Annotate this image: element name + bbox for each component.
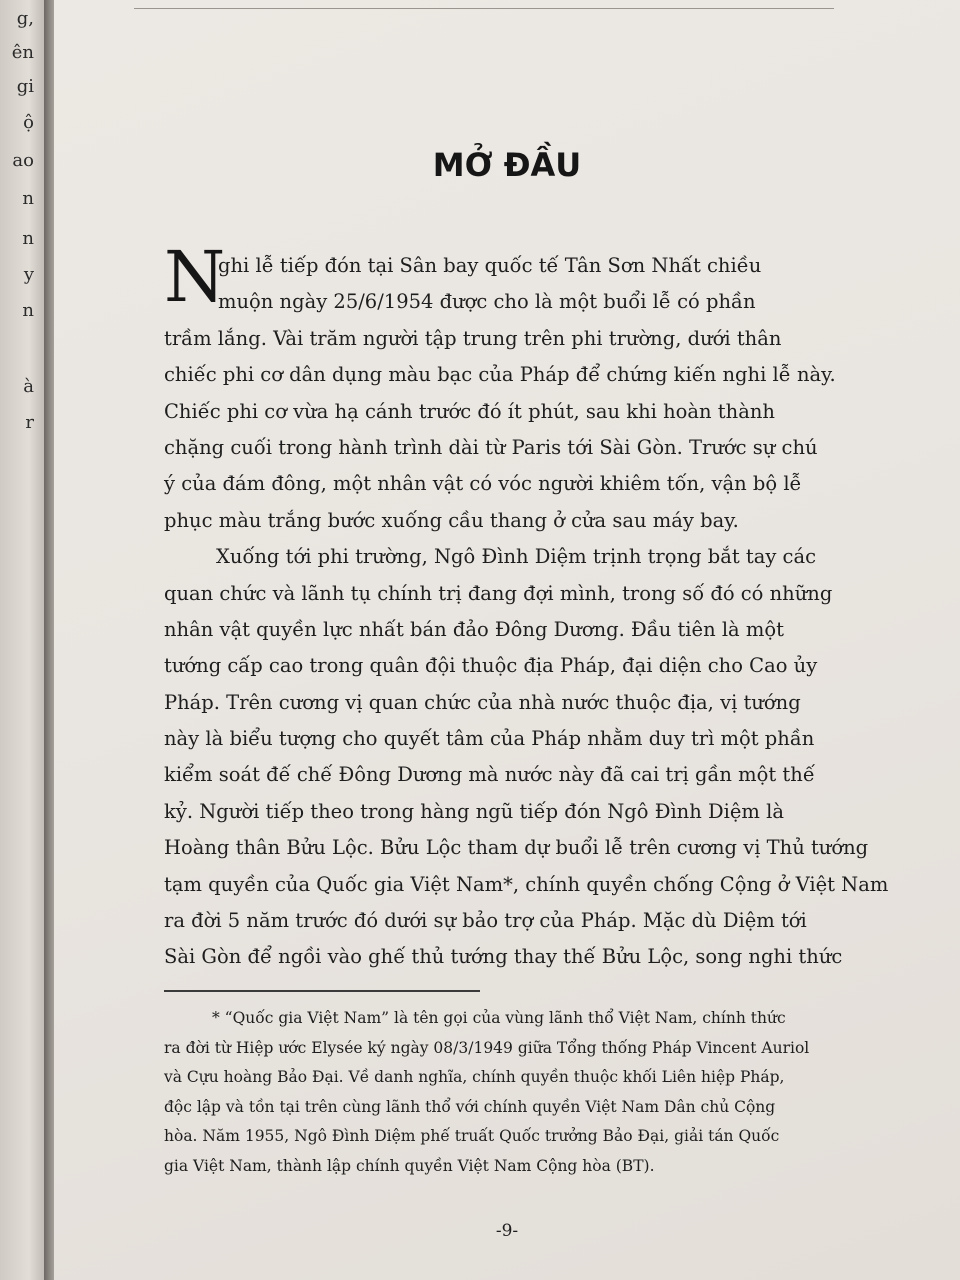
left-page-fragment: n [22,188,34,209]
header-rule [134,8,834,9]
left-page-fragment: à [23,376,34,397]
book-page [54,0,960,1280]
left-page-edge [0,0,48,1280]
body-line: Pháp. Trên cương vị quan chức của nhà nước thuộc địa, vị tướng [164,690,801,714]
body-line: kỷ. Người tiếp theo trong hàng ngũ tiếp đón Ngô Đình Diệm là [164,799,784,823]
body-line: muộn ngày 25/6/1954 được cho là một buổi lễ có phần [218,290,756,314]
left-page-fragment: r [25,412,34,433]
footnote-line: và Cựu hoàng Bảo Đại. Về danh nghĩa, chính quyền thuộc khối Liên hiệp Pháp, [164,1068,785,1086]
footnote [164,1004,916,1181]
body-line: Chiếc phi cơ vừa hạ cánh trước đó ít phút, sau khi hoàn thành [164,399,775,423]
left-page-fragment: g, [16,8,34,29]
footnote-line: gia Việt Nam, thành lập chính quyền Việt Nam Cộng hòa (BT). [164,1156,655,1175]
body-line: này là biểu tượng cho quyết tâm của Pháp nhằm duy trì một phần [164,727,815,751]
book-spine [44,0,54,1280]
footnote-rule [164,990,480,992]
left-page-fragment: n [22,300,34,321]
left-page-fragment: ao [12,150,34,171]
footnote-line: ra đời từ Hiệp ước Elysée ký ngày 08/3/1949 giữa Tổng thống Pháp Vincent Auriol [164,1038,810,1057]
drop-cap: N [164,236,226,318]
body-line: ghi lễ tiếp đón tại Sân bay quốc tế Tân Sơn Nhất chiều [218,254,762,277]
body-line: ra đời 5 năm trước đó dưới sự bảo trợ của Pháp. Mặc dù Diệm tới [164,909,807,933]
body-line: Sài Gòn để ngồi vào ghế thủ tướng thay thế Bửu Lộc, song nghi thức [164,945,843,969]
footnote-line: hòa. Năm 1955, Ngô Đình Diệm phế truất Quốc trưởng Bảo Đại, giải tán Quốc [164,1127,780,1145]
chapter-title: MỞ ĐẦU [432,146,582,184]
body-line: tướng cấp cao trong quân đội thuộc địa Pháp, đại diện cho Cao ủy [164,654,818,678]
body-line: trầm lắng. Vài trăm người tập trung trên phi trường, dưới thân [164,326,782,350]
footnote-line: * “Quốc gia Việt Nam” là tên gọi của vùng lãnh thổ Việt Nam, chính thức [212,1009,786,1027]
body-text [164,236,910,976]
body-line: chiếc phi cơ dân dụng màu bạc của Pháp để chứng kiến nghi lễ này. [164,363,836,387]
body-line: quan chức và lãnh tụ chính trị đang đợi mình, trong số đó có những [164,581,833,605]
page-number: -9- [495,1221,519,1241]
left-page-fragment: y [23,264,34,285]
body-line: tạm quyền của Quốc gia Việt Nam*, chính quyền chống Cộng ở Việt Nam [164,872,889,896]
body-line: nhân vật quyền lực nhất bán đảo Đông Dương. Đầu tiên là một [164,617,784,641]
left-page-fragment: gi [16,76,34,97]
body-line: Hoàng thân Bửu Lộc. Bửu Lộc tham dự buổi lễ trên cương vị Thủ tướng [164,836,869,860]
body-line: chặng cuối trong hành trình dài từ Paris tới Sài Gòn. Trước sự chú [164,435,818,459]
left-page-fragment: ên [11,42,34,63]
body-line: Xuống tới phi trường, Ngô Đình Diệm trịnh trọng bắt tay các [216,545,817,569]
body-line: phục màu trắng bước xuống cầu thang ở cửa sau máy bay. [164,508,739,532]
footnote-line: độc lập và tồn tại trên cùng lãnh thổ với chính quyền Việt Nam Dân chủ Cộng [164,1097,776,1116]
left-page-fragment: n [22,228,34,249]
left-page-fragment: ộ [23,112,34,133]
body-line: ý của đám đông, một nhân vật có vóc người khiêm tốn, vận bộ lễ [164,472,802,496]
body-line: kiểm soát đế chế Đông Dương mà nước này đã cai trị gần một thế [164,763,815,787]
